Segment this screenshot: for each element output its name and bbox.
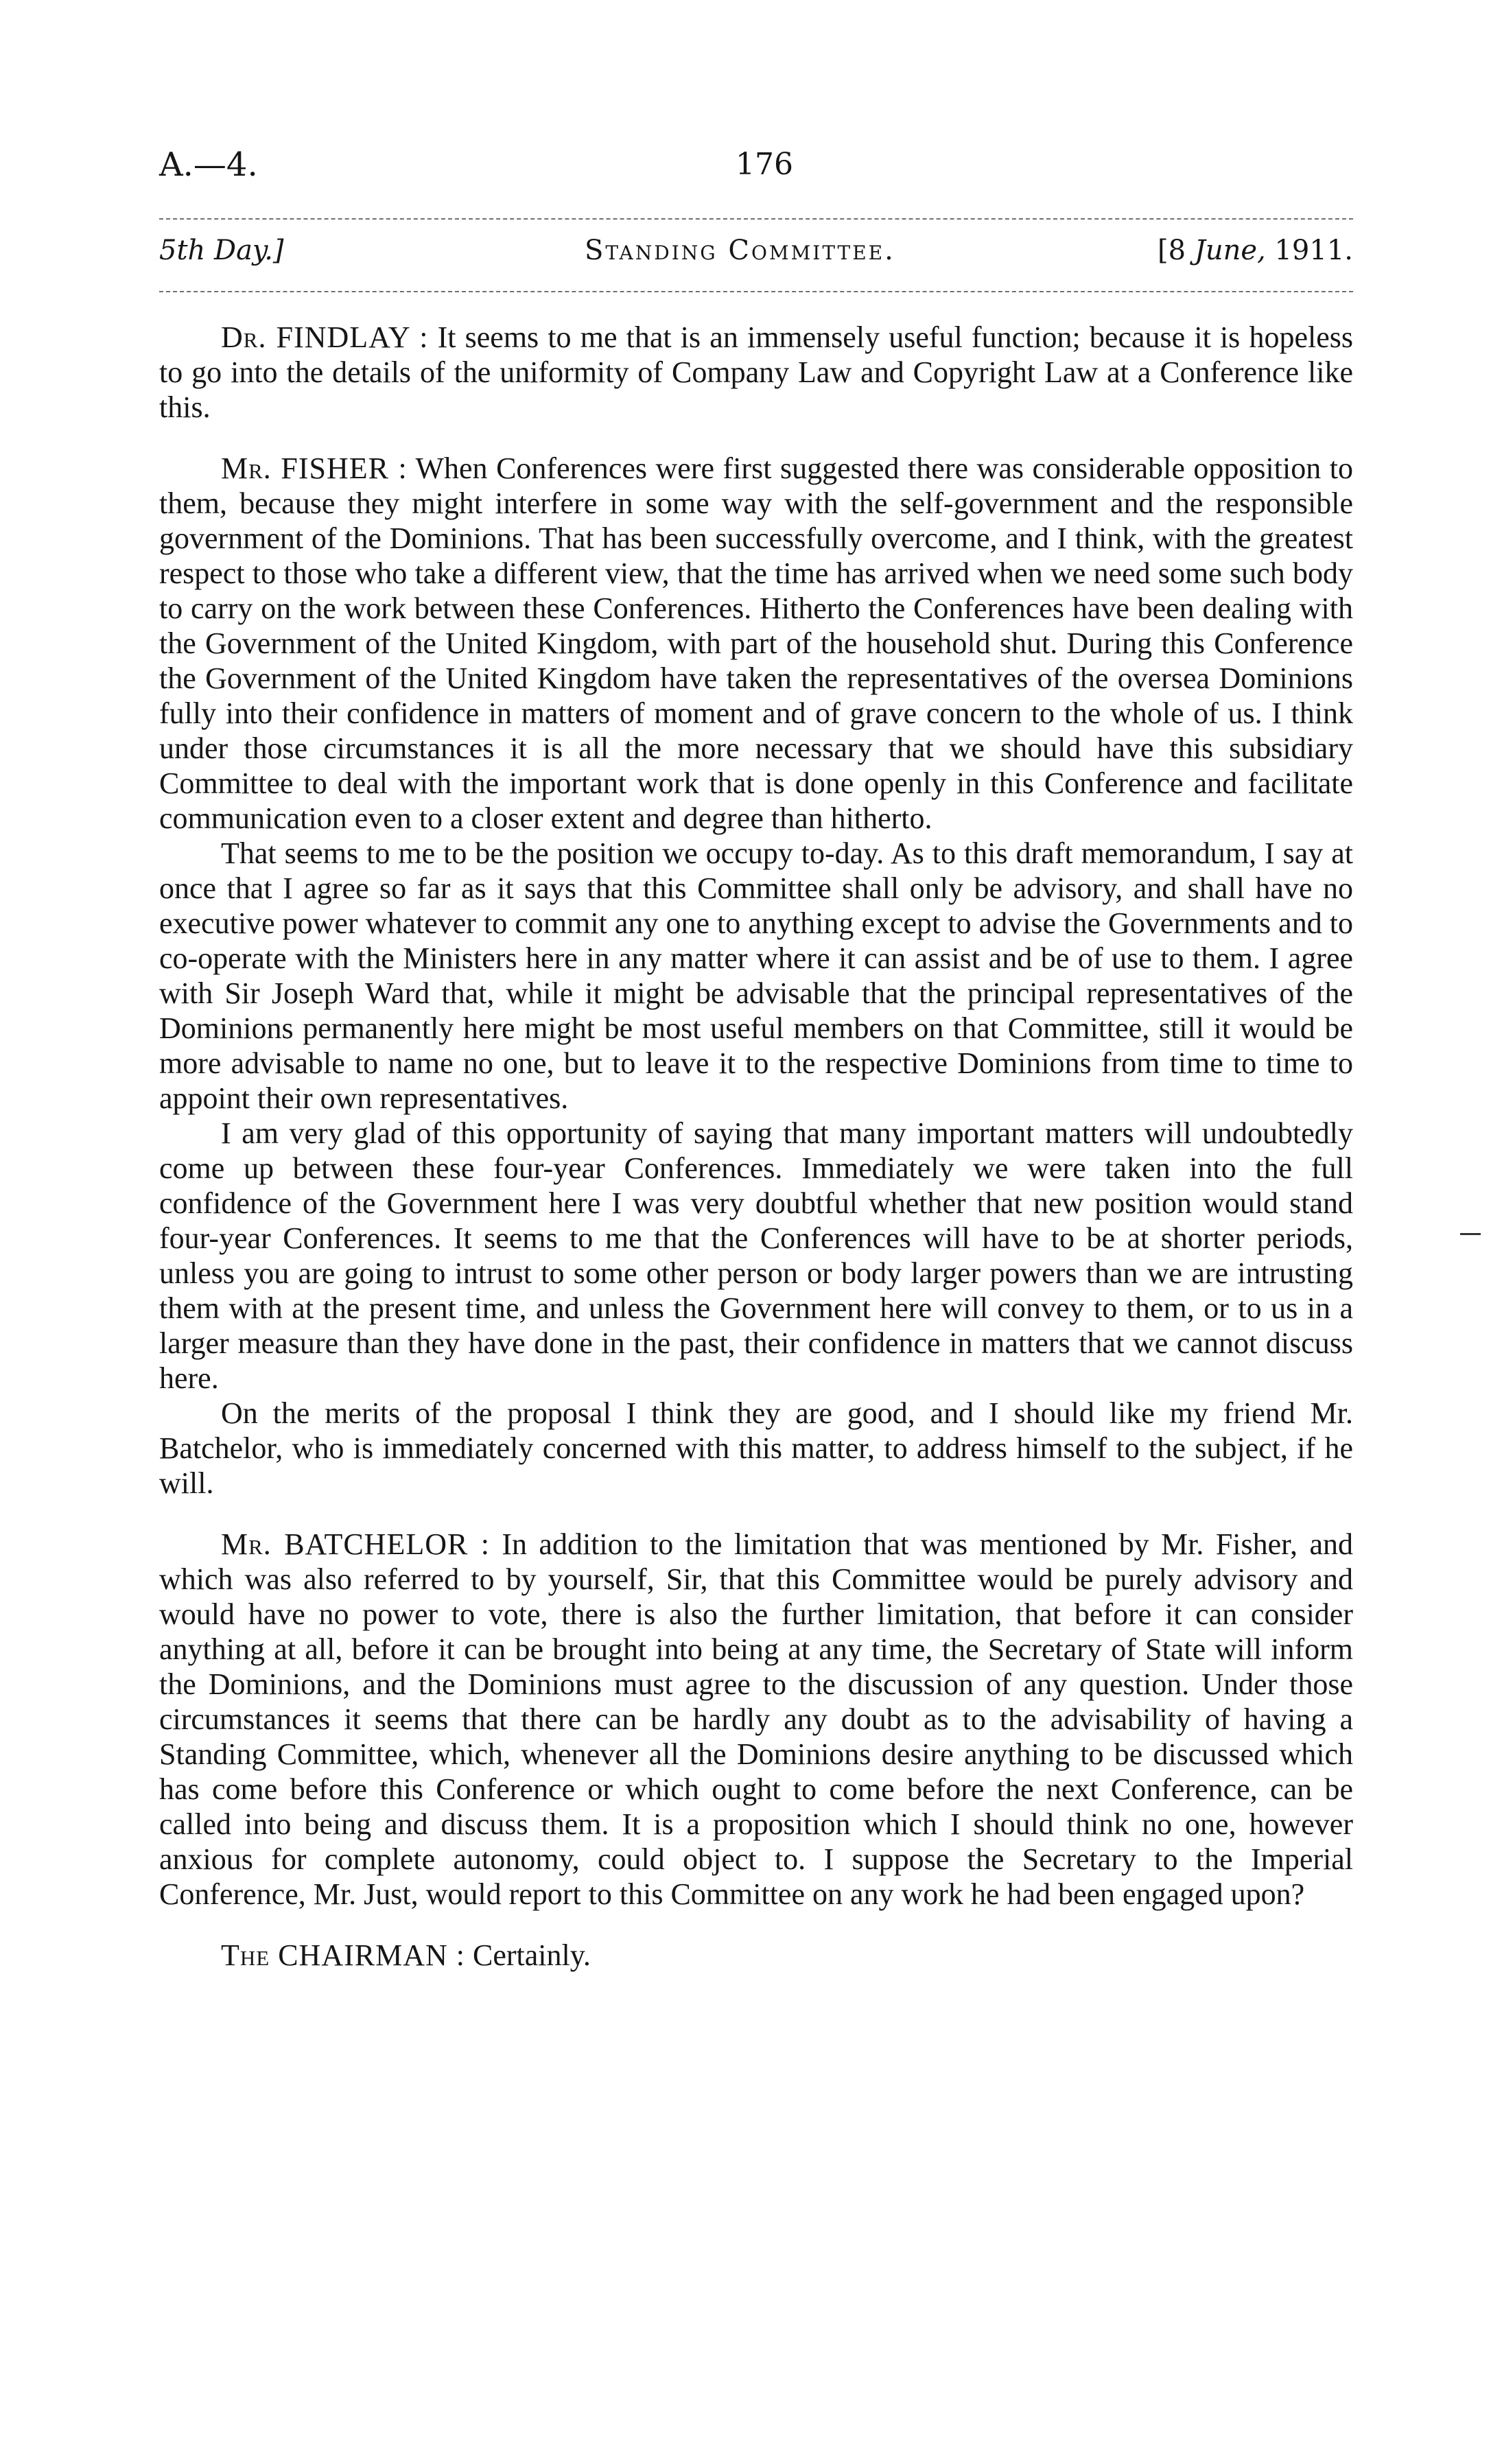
speaker-name: Dr. FINDLAY : <box>221 320 429 354</box>
header-rule-bottom <box>159 291 1353 292</box>
paragraph <box>159 320 1353 425</box>
paragraph-text: In addition to the limitation that was mentioned by Mr. Fisher, and which was also referred to by yourself, Sir, that this Committee would be purely advisory and would have no power to vote, there is also the further limitation, that before it can consider anything at all, before it can be brought into being at any time, the Secretary of State will inform the Dominions, and the Dominions must agree to the discussion of any question. Under those circumstances it seems that there can be hardly any doubt as to the advisability of having a Standing Committee, which, whenever all the Dominions desire anything to be discussed which has come before this Conference or which ought to come before the next Conference, can be called into being and discuss them. It is a proposition which I should think no one, however anxious for complete autonomy, could object to. I suppose the Secretary to the Imperial Conference, Mr. Just, would report to this Committee on any work he had been engaged upon? <box>159 1527 1353 1911</box>
header-rule-top <box>159 218 1353 220</box>
paragraph-text: That seems to me to be the position we occupy to-day. As to this draft memorandum, I say at once that I agree so far as it says that this Committee shall only be advisory, and shall have no executive power whatever to commit any one to anything except to advise the Governments and to co-operate with the Ministers here in any matter where it can assist and be of use to them. I agree with Sir Joseph Ward that, while it might be advisable that the principal representatives of the Dominions permanently here might be most useful members on that Committee, still it would be more advisable to name no one, but to leave it to the respective Dominions from time to time to appoint their own representatives. <box>159 836 1353 1115</box>
paragraph <box>159 1527 1353 1912</box>
paragraph-text: It seems to me that is an immensely useful function; because it is hopeless to go into the details of the uniformity of Company Law and Copyright Law at a Conference like this. <box>159 320 1353 424</box>
paragraph <box>159 1396 1353 1501</box>
paragraph-text: On the merits of the proposal I think they are good, and I should like my friend Mr. Batchelor, who is immediately concerned with this matter, to address himself to the subject, if he will. <box>159 1396 1353 1500</box>
running-header-section: Standing Committee. <box>585 235 895 266</box>
transcript-body <box>159 320 1353 1973</box>
paragraph-text: I am very glad of this opportunity of saying that many important matters will undoubtedly come up between these four-year Conferences. Immediately we were taken into the full confidence of the Government here I was very doubtful whether that new position would stand four-year Conferences. It seems to me that the Conferences will have to be at shorter periods, unless you are going to intrust to some other person or body larger powers than we are intrusting them with at the present time, and unless the Government here will convey to them, or to us in a larger measure than they have done in the past, their confidence in matters that we cannot discuss here. <box>159 1116 1353 1395</box>
running-header-date <box>1158 235 1353 266</box>
speaker-name: Mr. BATCHELOR : <box>221 1527 490 1561</box>
page-number: 176 <box>736 147 793 182</box>
running-header-day: 5th Day.] <box>159 235 284 266</box>
running-header <box>159 235 1353 283</box>
speaker-name: Mr. FISHER : <box>221 451 408 485</box>
paragraph-text: Certainly. <box>465 1938 591 1972</box>
date-open: [8 <box>1158 235 1195 266</box>
margin-mark <box>1460 1233 1481 1235</box>
speaker-name: The CHAIRMAN : <box>221 1938 465 1972</box>
paper-reference: A.—4. <box>159 145 258 184</box>
paragraph <box>159 1938 1353 1973</box>
paragraph <box>159 1116 1353 1396</box>
date-month: June, <box>1194 235 1266 266</box>
paragraph <box>159 836 1353 1116</box>
paragraph-text: When Conferences were first suggested there was considerable opposition to them, because they might interfere in some way with the self-government and the responsible government of the Dominions. That has been successfully overcome, and I think, with the greatest respect to those who take a different view, that the time has arrived when we need some such body to carry on the work between these Conferences. Hitherto the Conferences have been dealing with the Government of the United Kingdom, with part of the household shut. During this Conference the Government of the United Kingdom have taken the representatives of the oversea Dominions fully into their confidence in matters of moment and of grave concern to the whole of us. I think under those circumstances it is all the more necessary that we should have this subsidiary Committee to deal with the important work that is done openly in this Conference and facilitate communication even to a closer extent and degree than hitherto. <box>159 451 1353 835</box>
paragraph <box>159 451 1353 836</box>
date-year: 1911. <box>1265 235 1353 266</box>
